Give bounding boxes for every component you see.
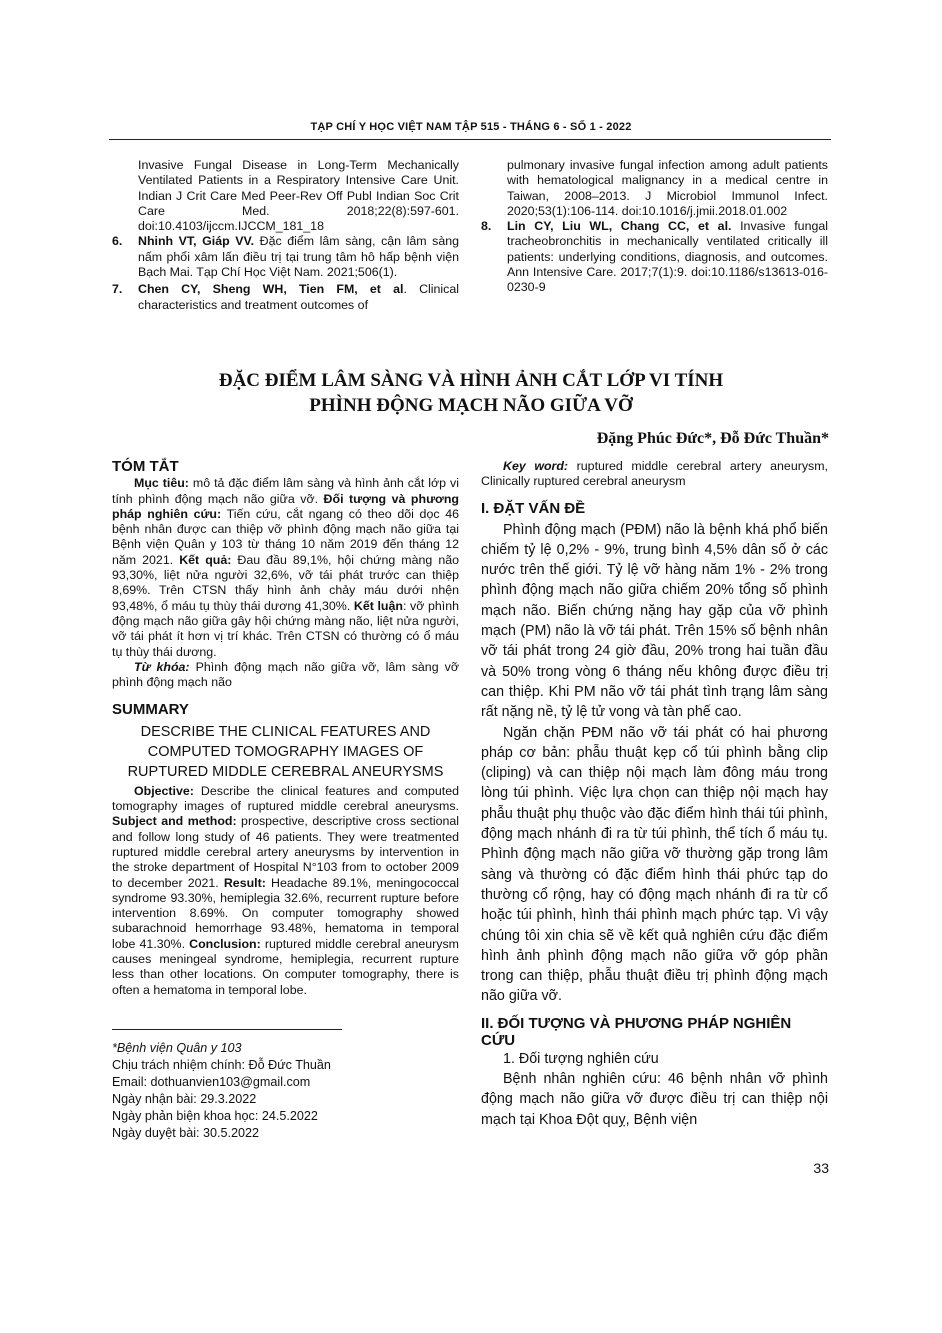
header-rule [109,139,831,140]
references-right-column [481,158,828,296]
reference-number: 6. [112,234,123,249]
section-1-heading: I. ĐẶT VẤN ĐỀ [481,499,586,517]
keywords-label: Key word: [503,459,569,473]
references-left-column [112,158,459,313]
summary-heading: SUMMARY [112,701,189,719]
objective-label: Objective: [134,783,194,798]
summary-title-line: COMPUTED TOMOGRAPHY IMAGES OF [147,743,424,760]
reference-number: 7. [112,282,123,297]
footnote-accepted: Ngày duyệt bài: 30.5.2022 [112,1126,260,1140]
conclusion-label: Kết luận [353,598,403,613]
journal-header: TẠP CHÍ Y HỌC VIỆT NAM TẬP 515 - THÁNG 6 - SỐ 1 - 2022 [310,121,632,133]
reference-authors: Chen CY, Sheng WH, Tien FM, et al [138,282,404,297]
objective-label: Mục tiêu: [134,476,189,491]
result-label: Result: [223,875,266,890]
section-1-paragraph: Phình động mạch (PĐM) não là bệnh khá phổ biến chiếm tỷ lệ 0,2% - 9%, trung bình 4,5% dân số ở các nước trên thế giới. Tỷ lệ vỡ hàng năm 1% - 2% trong phình động mạch não giữa chiếm 20% tổng số phình mạch não. Biến chứng nặng hay gặp của vỡ phình mạch (PM) não là vỡ tái phát. Trên 15% số bệnh nhân vỡ tái phát trong 24 giờ đầu, 20% trong hai tuần đầu và 50% trong vòng 6 tháng nếu không được điều trị can thiệp. Khi PM não vỡ tái phát tình trạng lâm sàng rất nặng nề, tỷ lệ tử vong và tàn phế cao. [481,521,828,721]
abstract-heading: TÓM TẮT [112,458,179,475]
conclusion-text: ruptured middle cerebral aneurysm causes meningeal syndrome, hemiplegia, recurrent rupture less than other locations. On computer tomography, there is often a hematoma in temporal lobe. [112,936,459,997]
section-1-paragraph: Ngăn chặn PĐM não vỡ tái phát có hai phương pháp cơ bản: phẫu thuật kẹp cổ túi phình bằng clip (cliping) và can thiệp nội mạch làm đông máu trong lòng túi phình. Việc lựa chọn can thiệp nội mạch hay phẫu thuật phụ thuộc vào đặc điểm hình thái túi phình, động mạch nhánh đi ra từ túi phình, thể tích ổ máu tụ. Phình động mạch não giữa vỡ thường gặp trong lâm sàng và thường có đặc điểm hình thái phức tạp do thường cổ rộng, hay có động mạch nhánh đi ra từ cổ hoặc túi phình, hình thái phình mạch phức tạp. Vì vậy chúng tôi xin chia sẽ về kết quả nghiên cứu đặc điểm hình ảnh phình động mạch não giữa vỡ góp phần trong can thiệp, phẫu thuật điều trị phình động mạch não giữa vỡ. [481,724,828,1005]
footnote-rule [112,1029,342,1030]
footnote-received: Ngày nhận bài: 29.3.2022 [112,1092,257,1106]
result-label: Kết quả: [179,552,232,567]
section-2-paragraph: Bệnh nhân nghiên cứu: 46 bệnh nhân vỡ phình động mạch não giữa vỡ được điều trị can thiệp nội mạch tại Khoa Đột quỵ, Bệnh viện [481,1071,828,1128]
result-text: Đau đầu 89,1%, hội chứng màng não 93,30%, liệt nửa người 32,6%, vỡ tái phát trước can thiệp 8,69%. Trên CTSN thấy hình ảnh chảy máu dưới nhện 93,48%, ổ máu tụ thùy thái dương 41,30%. [112,552,459,613]
reference-8 [481,219,828,295]
reference-authors: Nhinh VT, Giáp VV. [138,234,255,249]
keywords-text: ruptured middle cerebral artery aneurysm, Clinically ruptured cerebral aneurysm [481,459,828,489]
conclusion-label: Conclusion: [189,936,261,951]
section-1-body [481,520,828,1007]
summary-title [112,722,459,782]
keywords-text: Phình động mạch não giữa vỡ, lâm sàng vỡ phình động mạch não [112,659,459,690]
reference-7 [112,282,459,313]
keywords-label: Từ khóa: [134,659,190,674]
summary-title-line: RUPTURED MIDDLE CEREBRAL ANEURYSMS [127,763,444,780]
reference-text: . Clinical characteristics and treatment outcomes of [138,282,460,312]
reference-continued: Invasive Fungal Disease in Long-Term Mechanically Ventilated Patients in a Respiratory Intensive Care Unit. Indian J Crit Care Med Peer-Rev Off Publ Indian Soc Crit Care Med. 2018;22(8):597-601. doi:10.4103/ijccm.IJCCM_181_18 [138,158,459,234]
reference-continued: pulmonary invasive fungal infection among adult patients with hematological malignancy in a medical centre in Taiwan, 2008–2013. J Microbiol Immunol Infect. 2020;53(1):106-114. doi:10.1016/j.jmii.2018.01.002 [507,158,828,218]
page-number: 33 [813,1160,829,1176]
result-text: Headache 89.1%, meningococcal syndrome 93.30%, hemiplegia 32.6%, recurrent rupture before intervention 8.69%. On computer tomography showed subarachnoid hemorrhage 93.48%, hematoma in temporal lobe 41.30%. [112,875,459,951]
footnote-corresponding: Chịu trách nhiệm chính: Đỗ Đức Thuần [112,1058,331,1072]
method-label: Đối tượng và phương pháp nghiên cứu: [112,491,459,521]
method-text: Tiến cứu, cắt ngang có theo dõi dọc 46 bệnh nhân được can thiệp vỡ phình động mạch não giữa tại Bệnh viện Quân y 103 từ tháng 10 năm 2019 đến tháng 12 năm 2021. [112,506,459,567]
keywords-en [481,459,828,490]
footnote-email: Email: dothuanvien103@gmail.com [112,1075,311,1089]
article-title-line: ĐẶC ĐIỂM LÂM SÀNG VÀ HÌNH ẢNH CẮT LỚP VI TÍNH [218,370,724,391]
footnote [112,1040,331,1142]
abstract-vi-body [112,476,459,660]
article-title-line: PHÌNH ĐỘNG MẠCH NÃO GIỮA VỠ [309,395,633,416]
reference-authors: Lin CY, Liu WL, Chang CC, et al. [507,219,732,234]
footnote-reviewed: Ngày phản biện khoa học: 24.5.2022 [112,1109,318,1123]
abstract-column [112,459,459,998]
objective-text: Describe the clinical features and computed tomography images of ruptured middle cerebral aneurysms. [112,783,459,814]
method-label: Subject and method: [112,814,237,829]
reference-text: Invasive fungal tracheobronchitis in mechanically ventilated critically ill patients: underlying conditions, diagnosis, and outcomes. Ann Intensive Care. 2017;7(1):9. doi:10.1186/s13613-016-0230-9 [507,219,828,295]
method-text: prospective, descriptive cross sectional and follow long study of 46 patients. They were treatmented ruptured middle cerebral artery aneurysms by intervention in the stroke department of Hospital N°103 from to october 2009 to december 2021. [112,814,459,890]
section-2-body [481,1049,828,1130]
conclusion-text: : vỡ phình động mạch não giữa gây hội chứng màng não, liệt nửa người, vỡ tái phát ít hơn vị trí khác. Trên CTSN có thường có ổ máu tụ thùy thái dương. [112,598,460,659]
footnote-affiliation: *Bệnh viện Quân y 103 [112,1041,242,1055]
section-2-heading: II. ĐỐI TƯỢNG VÀ PHƯƠNG PHÁP NGHIÊN CỨU [481,1014,792,1049]
section-2-subheading: 1. Đối tượng nghiên cứu [503,1050,659,1067]
reference-number: 8. [481,219,492,234]
summary-title-line: DESCRIBE THE CLINICAL FEATURES AND [140,723,431,740]
summary-en-body [112,784,459,998]
reference-text: Đặc điểm lâm sàng, cận lâm sàng nấm phổi xâm lấn điều trị tại trung tâm hô hấp bệnh viện Bạch Mai. Tạp Chí Học Việt Nam. 2021;506(1). [138,234,460,280]
article-title [0,368,942,418]
reference-6 [112,234,459,280]
objective-text: mô tả đặc điểm lâm sàng và hình ảnh cắt lớp vi tính phình động mạch não giữa vỡ. [112,476,459,506]
article-authors: Đặng Phúc Đức*, Đỗ Đức Thuần* [596,430,829,447]
right-column [481,459,828,1130]
keywords-vi [112,660,459,691]
